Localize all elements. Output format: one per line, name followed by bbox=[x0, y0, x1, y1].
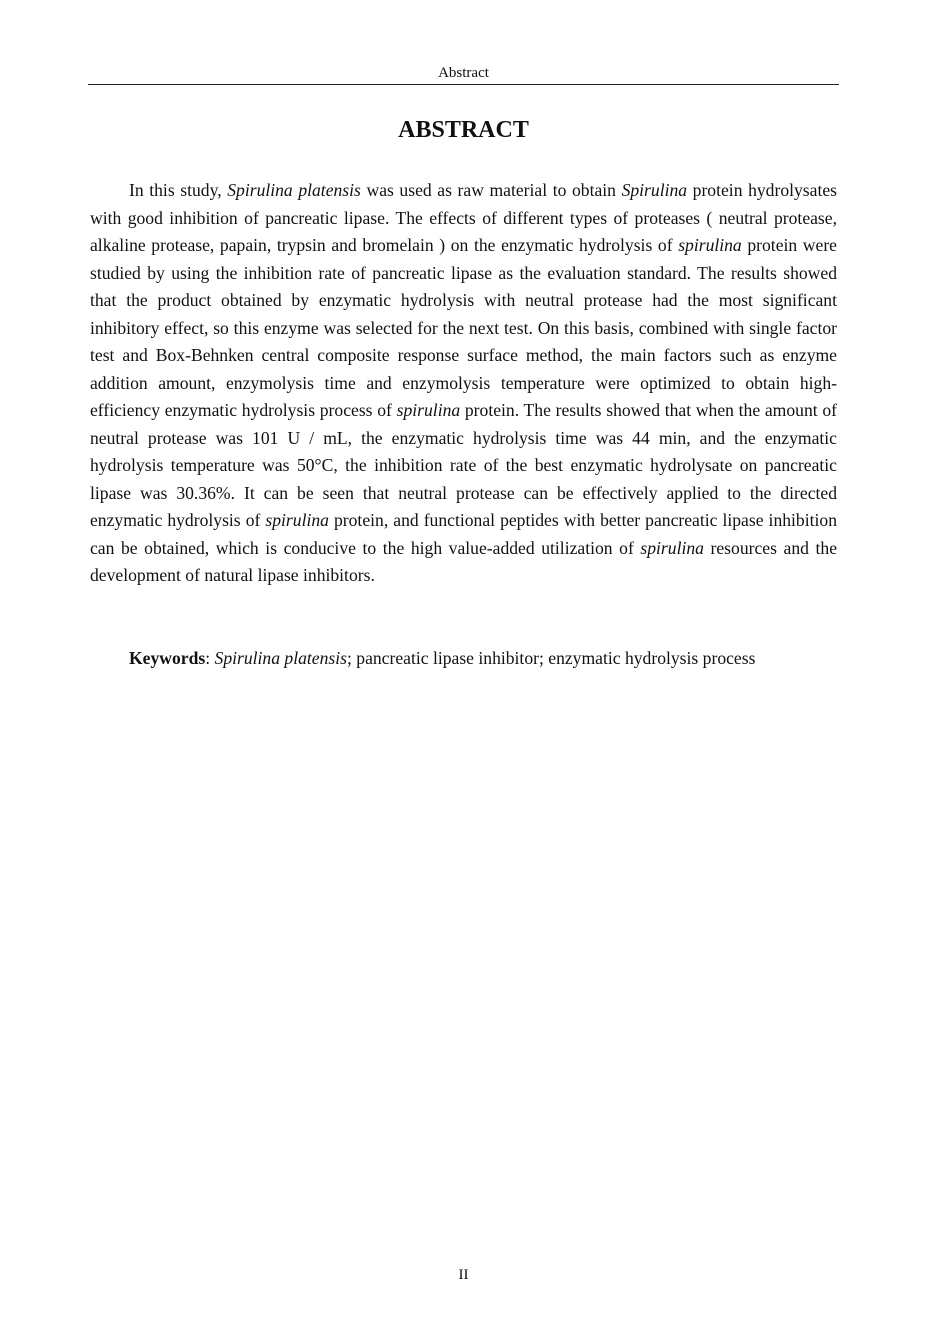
species-name: Spirulina platensis bbox=[227, 180, 361, 200]
keywords-line bbox=[90, 645, 837, 673]
species-name: spirulina bbox=[396, 400, 461, 420]
body-text-run: protein, and functional peptides with better pancreatic lipase inhibition can be obtained, which is conducive to the high value-added utilization of bbox=[90, 510, 837, 558]
body-text-run: resources and the development of natural lipase inhibitors. bbox=[90, 537, 837, 585]
species-name: Spirulina bbox=[621, 180, 688, 200]
keyword-species: Spirulina platensis bbox=[214, 648, 347, 668]
body-text-run: In this study, bbox=[129, 180, 228, 200]
body-text-run: protein hydrolysates with good inhibition of pancreatic lipase. The effects of different types of proteases ( neutral protease, alkaline protease, papain, trypsin and bromelain ) on the enzymatic hydrolysis of bbox=[90, 180, 838, 255]
body-text-run: was used as raw material to obtain bbox=[360, 180, 622, 200]
body-text-run: protein were studied by using the inhibition rate of pancreatic lipase as the evaluation standard. The results showed that the product obtained by enzymatic hydrolysis with neutral protease had the most significant inhibitory effect, so this enzyme was selected for the next test. On this basis, combined with single factor test and Box-Behnken central composite response surface method, the main factors such as enzyme addition amount, enzymolysis time and enzymolysis temperature were optimized to obtain high-efficiency enzymatic hydrolysis process of bbox=[90, 235, 837, 420]
species-name: spirulina bbox=[678, 235, 742, 255]
keywords-separator: : bbox=[205, 648, 215, 668]
species-name: spirulina bbox=[265, 510, 329, 530]
body-text-run: protein. The results showed that when the amount of neutral protease was 101 U / mL, the enzymatic hydrolysis time was 44 min, and the enzymatic hydrolysis temperature was 50°C, the inhibition rate of the best enzymatic hydrolysate on pancreatic lipase was 30.36%. It can be seen that neutral protease can be effectively applied to the directed enzymatic hydrolysis of bbox=[90, 400, 837, 530]
abstract-paragraph bbox=[90, 177, 837, 590]
keywords-label: Keywords bbox=[129, 648, 206, 668]
page-title: ABSTRACT bbox=[398, 117, 529, 143]
running-header: Abstract bbox=[438, 65, 489, 81]
keyword-list: ; pancreatic lipase inhibitor; enzymatic hydrolysis process bbox=[346, 648, 756, 668]
species-name: spirulina bbox=[640, 537, 704, 558]
header-divider bbox=[88, 84, 839, 85]
page-number: II bbox=[458, 1267, 469, 1283]
